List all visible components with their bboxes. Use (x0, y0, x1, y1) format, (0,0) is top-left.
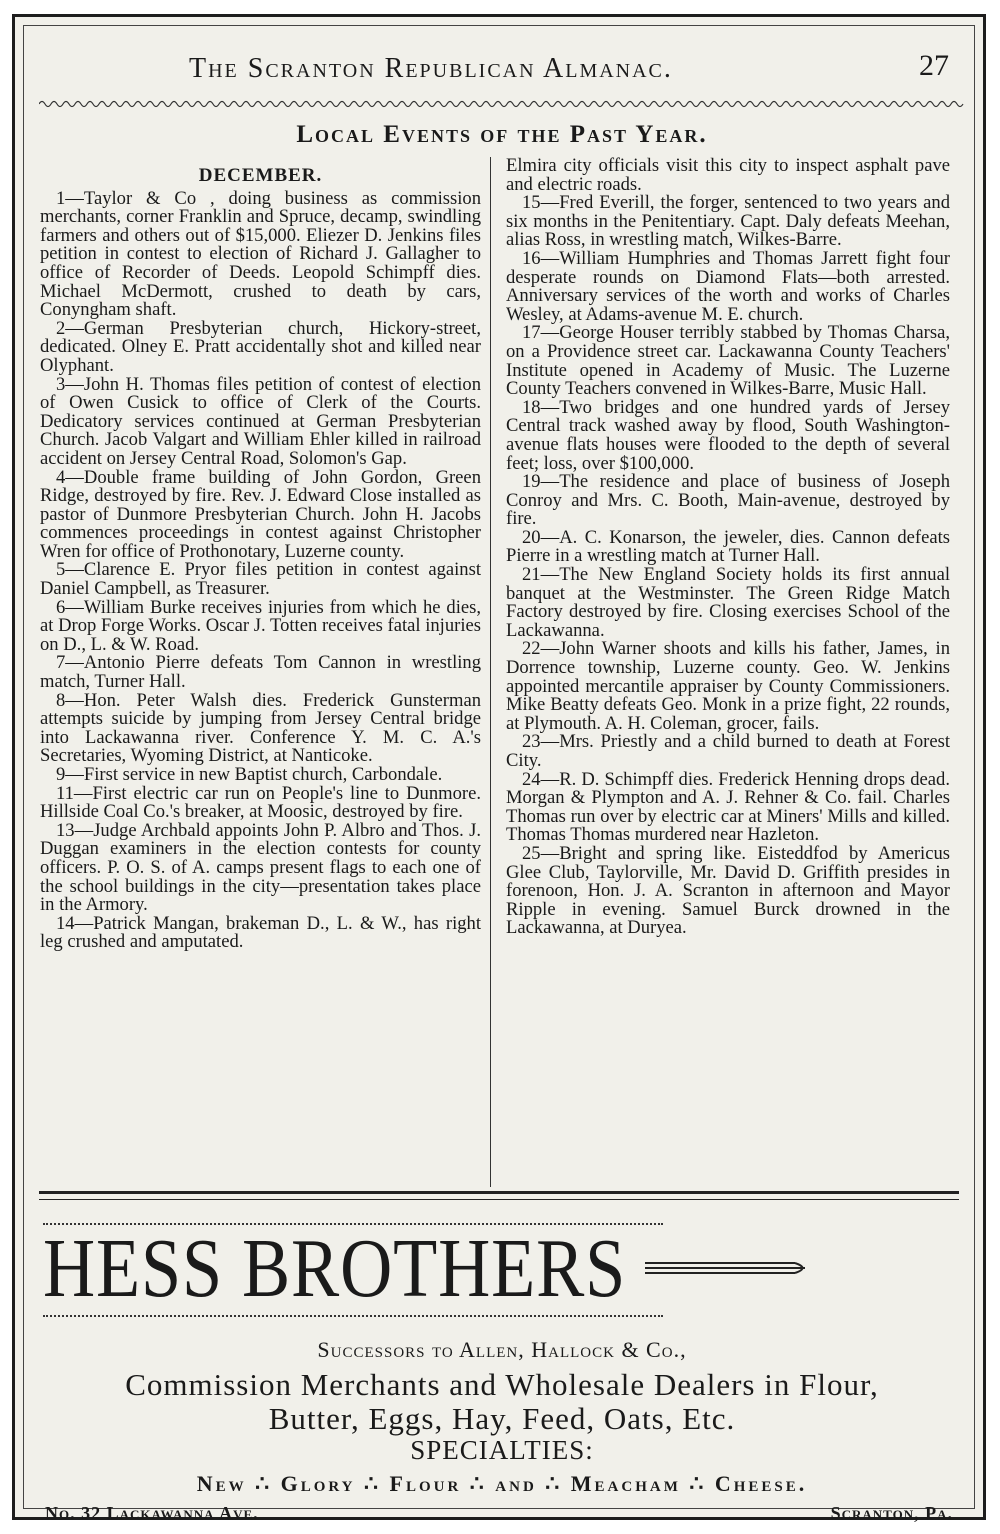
event-entry: 3—John H. Thomas files petition of contest of election of Owen Cusick to office of Clerk of the Courts. Dedicatory services continued at German Presbyterian Church. Jacob Valgart and William Ehler killed in railroad accident on Jersey Central Road, Solomon's Gap. (40, 373, 481, 469)
event-entry: 1—Taylor & Co , doing business as commission merchants, corner Franklin and Spruce, decamp, swindling farmers and others out of $15,000. Eliezer D. Jenkins files petition in contest to election of Richard J. Gallagher to office of Recorder of Deeds. Leopold Schimpff dies. Michael McDermott, crushed to death by cars, Conyngham shaft. (40, 187, 481, 321)
event-entry: 18—Two bridges and one hundred yards of Jersey Central track washed away by flood, South Washington-avenue flats houses were flooded to the depth of several feet; loss, over $100,000. (506, 396, 950, 474)
event-entry: 2—German Presbyterian church, Hickory-street, dedicated. Olney E. Pratt accidentally shot and killed near Olyphant. (40, 317, 481, 376)
page-header (39, 49, 959, 93)
event-entry: 11—First electric car run on People's line to Dunmore. Hillside Coal Co.'s breaker, at Moosic, destroyed by fire. (40, 782, 481, 823)
event-entry: 8—Hon. Peter Walsh dies. Frederick Gunsterman attempts suicide by jumping from Jersey Central bridge into Lackawanna river. Conference Y. M. C. A.'s Secretaries, Wyoming District, at Nanticoke. (40, 689, 481, 767)
wavy-rule (39, 99, 965, 109)
event-entry: 9—First service in new Baptist church, Carbondale. (56, 764, 443, 785)
column-divider (490, 157, 491, 1187)
event-entry: 24—R. D. Schimpff dies. Frederick Henning drops dead. Morgan & Plympton and A. J. Rehner & Co. fail. Charles Thomas run over by electric car at Miners' Mills and killed. Thomas Thomas murdered near Hazleton. (506, 768, 950, 846)
specialties-brands: New ∴ Glory ∴ Flour ∴ and ∴ Meacham ∴ Cheese. (196, 1471, 808, 1496)
almanac-page (12, 14, 986, 1523)
page-number: 27 (919, 49, 949, 82)
ad-city: Scranton, Pa. (830, 1503, 953, 1523)
event-entry: 19—The residence and place of business of Joseph Conroy and Mrs. C. Booth, Main-avenue, destroyed by fire. (506, 471, 950, 530)
event-entry: 13—Judge Archbald appoints John P. Albro and Thos. J. Duggan examiners in the election contests for county officers. P. O. S. of A. camps present flags to each one of the school buildings in the city—presentation takes place in the Armory. (40, 819, 481, 916)
event-entry: 4—Double frame building of John Gordon, Green Ridge, destroyed by fire. Rev. J. Edward Close installed as pastor of Dunmore Presbyterian Church. John H. Jacobs commences proceedings in contest against Christopher Wren for office of Prothonotary, Luzerne county. (40, 466, 481, 562)
ad-address: No. 32 Lackawanna Ave. (45, 1503, 259, 1523)
event-entry: 16—William Humphries and Thomas Jarrett fight four desperate rounds on Diamond Flats—both arrested. Anniversary services of the worth and works of Charles Wesley, at Adams-avenue M. E. church. (506, 247, 950, 325)
section-title: Local Events of the Past Year. (296, 121, 708, 148)
event-entry: 7—Antonio Pierre defeats Tom Cannon in wrestling match, Turner Hall. (40, 652, 481, 693)
event-entry: 14—Patrick Mangan, brakeman D., L. & W., has right leg crushed and amputated. (40, 912, 481, 953)
event-entry: 5—Clarence E. Pryor files petition in contest against Daniel Campbell, as Treasurer. (40, 559, 481, 600)
specialties-heading: SPECIALTIES: (410, 1435, 594, 1465)
event-entry: 17—George Houser terribly stabbed by Thomas Charsa, on a Providence street car. Lackawanna County Teachers' Institute opened in Academy of Music. The Luzerne County Teachers convened in Wilkes-Barre, Music Hall. (506, 322, 950, 400)
successors-line: Successors to Allen, Hallock & Co., (317, 1337, 687, 1362)
left-column (40, 157, 481, 952)
event-entry-continued: Elmira city officials visit this city to inspect asphalt pave and electric roads. (506, 155, 950, 195)
event-entry: 25—Bright and spring like. Eisteddfod by Americus Glee Club, Taylorville, Mr. David D. Griffith presides in forenoon, Hon. J. A. Scranton in afternoon and Mayor Ripple in evening. Samuel Burck drowned in the Lackawanna, at Duryea. (506, 842, 950, 939)
right-column (506, 157, 950, 938)
event-entry: 23—Mrs. Priestly and a child burned to death at Forest City. (506, 731, 950, 771)
advertisement-rule (39, 1191, 959, 1200)
ad-description-line-1: Commission Merchants and Wholesale Dealers in Flour, (125, 1367, 879, 1402)
event-entry: 6—William Burke receives injuries from which he dies, at Drop Forge Works. Oscar J. Totten receives fatal injuries on D., L. & W. Road. (40, 596, 481, 655)
ad-description-line-2: Butter, Eggs, Hay, Feed, Oats, Etc. (268, 1401, 736, 1436)
running-title: The Scranton Republican Almanac. (189, 53, 673, 84)
dotted-rule-bottom (43, 1315, 663, 1317)
event-entry: 22—John Warner shoots and kills his father, James, in Dorrence township, Luzerne county. Geo. W. Jenkins appointed mercantile appraiser by County Commissioners. Mike Beatty defeats Geo. Monk in a prize fight, 22 rounds, at Plymouth. A. H. Coleman, grocer, fails. (506, 638, 950, 734)
event-entry: 20—A. C. Konarson, the jeweler, dies. Cannon defeats Pierre in a wrestling match at Turner Hall. (506, 526, 950, 567)
advertiser-name: HESS BROTHERS (43, 1222, 627, 1315)
event-entry: 21—The New England Society holds its first annual banquet at the Westminster. The Green Ridge Match Factory destroyed by fire. Closing exercises School of the Lackawanna. (506, 564, 950, 641)
month-heading: DECEMBER. (198, 165, 323, 186)
event-entry: 15—Fred Everill, the forger, sentenced to two years and six months in the Penitentiary. Capt. Daly defeats Meehan, alias Ross, in wrestling match, Wilkes-Barre. (506, 192, 950, 251)
flourish-ornament (645, 1253, 815, 1283)
